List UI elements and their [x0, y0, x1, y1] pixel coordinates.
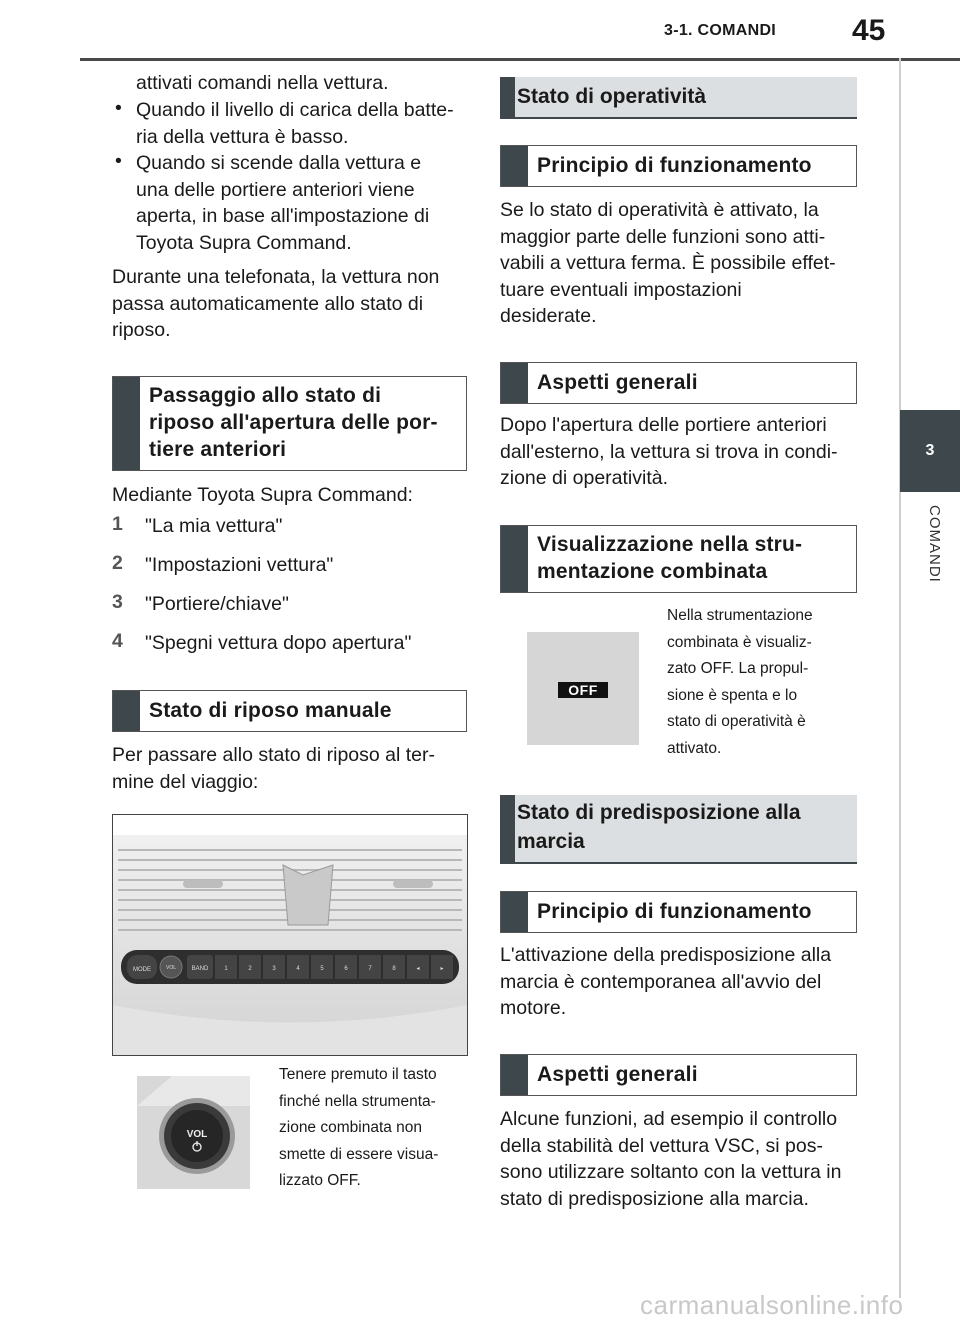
heading-principio-2: Principio di funzionamento [500, 891, 857, 933]
step-text: "Portiere/chiave" [145, 593, 289, 615]
dashboard-illustration [113, 815, 467, 1055]
preset-3-label: 3 [272, 966, 276, 972]
bullet-item: Quando il livello di carica della batte- ria della vettura è basso. [136, 99, 454, 148]
vol-knob-label: VOL [165, 965, 177, 971]
step-text: "Impostazioni vettura" [145, 554, 334, 576]
mode-button-label: MODE [133, 967, 151, 973]
section-title: 3-1. COMANDI [664, 22, 777, 39]
preset-1-label: 1 [224, 966, 228, 972]
preset-5-label: 5 [320, 966, 324, 972]
heading-aspetti-2: Aspetti generali [500, 1054, 857, 1096]
paragraph-principio-2: L'attivazione della predisposizione alla marcia è contemporanea all'avvio del motore. [500, 944, 832, 1019]
vol-knob-figure [137, 1076, 250, 1189]
watermark: carmanualsonline.info [640, 1290, 904, 1320]
paragraph-aspetti-1: Dopo l'apertura delle portiere anteriori dall'esterno, la vettura si trova in condi- zione di operatività. [500, 414, 838, 489]
next-button-label: ▸ [440, 966, 444, 972]
paragraph-manual: Per passare allo stato di riposo al ter- mine del viaggio: [112, 744, 435, 793]
paragraph-principio-1: Se lo stato di operatività è attivato, la maggior parte delle funzioni sono atti- vabili a vettura ferma. È possibile effet- tuare eventuali impostazioni desiderate. [500, 199, 836, 327]
step-number: 2 [112, 552, 123, 574]
off-caption: Nella strumentazione combinata è visualiz- zato OFF. La propul- sione è spenta e lo stato di operatività è attivato. [667, 607, 813, 757]
step-number: 4 [112, 630, 123, 652]
preset-2-label: 2 [248, 966, 252, 972]
off-indicator: OFF [558, 682, 608, 698]
heading-operativita: Stato di operatività [500, 77, 857, 119]
vol-knob-illustration [137, 1076, 250, 1189]
chapter-label: COMANDI [926, 505, 943, 583]
paragraph-call: Durante una telefonata, la vettura non passa automaticamente allo stato di riposo. [112, 266, 440, 341]
step-number: 1 [112, 513, 123, 535]
chapter-tab[interactable]: 3 [900, 410, 960, 492]
preset-6-label: 6 [344, 966, 348, 972]
bullet-dot: • [115, 97, 122, 119]
paragraph-aspetti-2: Alcune funzioni, ad esempio il controllo della stabilità del vettura VSC, si pos- sono utilizzare soltanto con la vettura in stato di predisposizione alla marcia. [500, 1108, 842, 1210]
side-rule [899, 58, 901, 1298]
bullet-dot: • [115, 150, 122, 172]
preset-4-label: 4 [296, 966, 300, 972]
intro-continuation: attivati comandi nella vettura. [136, 72, 389, 94]
heading-aspetti-1: Aspetti generali [500, 362, 857, 404]
preset-7-label: 7 [368, 966, 372, 972]
cluster-display-figure [527, 632, 639, 745]
band-button-label: BAND [191, 966, 209, 972]
step-text: "Spegni vettura dopo apertura" [145, 632, 412, 654]
step-number: 3 [112, 591, 123, 613]
heading-visualizzazione: Visualizzazione nella stru- mentazione combinata [500, 525, 857, 593]
dashboard-figure [112, 814, 468, 1056]
via-command: Mediante Toyota Supra Command: [112, 484, 413, 506]
step-text: "La mia vettura" [145, 515, 283, 537]
heading-predisposizione: Stato di predisposizione alla marcia [500, 795, 857, 864]
bullet-item: Quando si scende dalla vettura e una delle portiere anteriori viene aperta, in base all'impostazione di Toyota Supra Command. [136, 152, 430, 254]
header-rule [80, 58, 960, 61]
knob-caption: Tenere premuto il tasto finché nella strumenta- zione combinata non smette di essere visua- lizzato OFF. [279, 1066, 439, 1189]
heading-doors: Passaggio allo stato di riposo all'apertura delle por- tiere anteriori [112, 376, 467, 471]
preset-8-label: 8 [392, 966, 396, 972]
prev-button-label: ◂ [416, 966, 420, 972]
heading-principio-1: Principio di funzionamento [500, 145, 857, 187]
knob-label: VOL [186, 1129, 208, 1140]
heading-manual: Stato di riposo manuale [112, 690, 467, 732]
page-number: 45 [852, 14, 886, 47]
